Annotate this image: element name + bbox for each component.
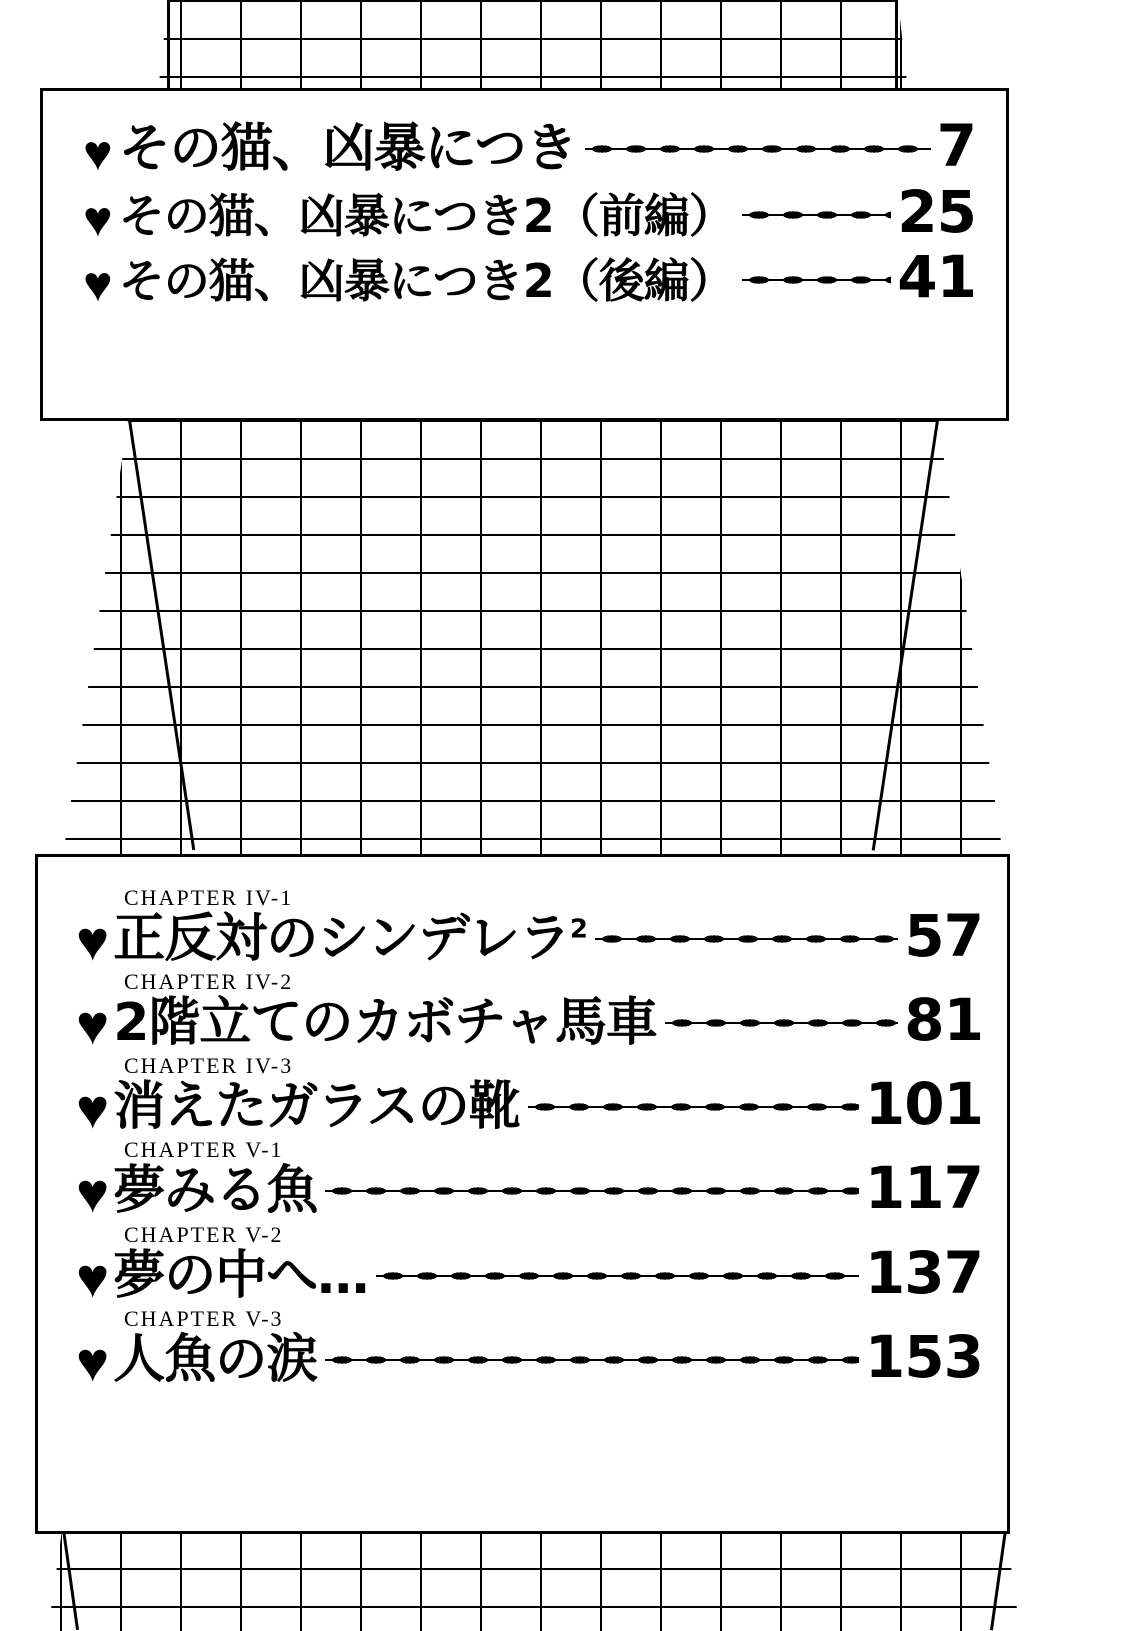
leader-dots <box>665 1016 898 1030</box>
toc-panel-bottom <box>35 854 1010 1534</box>
chapter-label: CHAPTER V-1 <box>124 1137 284 1163</box>
leader-dots <box>528 1100 859 1114</box>
heart-icon: ♥ <box>83 255 113 312</box>
toc-entry-title: その猫、凶暴につき2（後編） <box>118 253 734 308</box>
chapter-label: CHAPTER IV-2 <box>124 969 294 995</box>
toc-entry-title: 正反対のシンデレラ$^2$ <box>113 909 588 969</box>
chapter-label: CHAPTER V-2 <box>124 1221 284 1247</box>
toc-entry-page: 137 <box>864 1238 983 1307</box>
tower-edge-right-top <box>895 0 898 92</box>
toc-entry-page: 7 <box>936 112 976 180</box>
toc-entry-title: 人魚の涙 <box>113 1329 318 1390</box>
toc-entry-title: 夢の中へ… <box>113 1245 369 1306</box>
toc-panel-top <box>40 88 1009 421</box>
toc-entry[interactable] <box>83 112 976 181</box>
toc-entry[interactable] <box>76 1070 983 1141</box>
toc-group <box>76 885 983 972</box>
toc-entry-page: 25 <box>897 178 976 247</box>
toc-entry-title: 消えたガラスの靴 <box>113 1077 520 1138</box>
heart-icon: ♥ <box>76 1077 110 1141</box>
toc-entry-page: 57 <box>904 902 983 970</box>
leader-dots <box>325 1353 859 1367</box>
heart-icon: ♥ <box>76 993 110 1057</box>
heart-icon: ♥ <box>76 1329 110 1393</box>
leader-dots <box>742 208 892 222</box>
toc-entry-title: その猫、凶暴につき <box>118 119 577 179</box>
toc-entry-page: 81 <box>904 986 983 1055</box>
toc-entry[interactable] <box>83 242 976 312</box>
toc-entry-superscript: 2 <box>569 914 588 945</box>
chapter-label: CHAPTER V-3 <box>124 1305 284 1331</box>
heart-icon: ♥ <box>76 909 110 972</box>
tower-edge-left-top <box>167 0 170 92</box>
leader-dots <box>585 142 931 156</box>
toc-group <box>76 1221 983 1309</box>
brick-section-middle <box>0 420 1129 855</box>
toc-group <box>76 969 983 1057</box>
leader-dots <box>742 273 892 287</box>
toc-entry-page: 101 <box>864 1070 983 1139</box>
toc-entry-title: 2階立てのカボチャ馬車 <box>113 993 657 1054</box>
leader-dots <box>376 1269 859 1283</box>
toc-entry[interactable] <box>76 1238 983 1309</box>
toc-entry[interactable] <box>76 1154 983 1225</box>
toc-entry-title: 夢みる魚 <box>113 1161 318 1222</box>
chapter-label: CHAPTER IV-1 <box>124 885 294 910</box>
toc-entry-page: 117 <box>864 1154 983 1223</box>
toc-group <box>76 1137 983 1225</box>
toc-entry[interactable] <box>76 1322 983 1393</box>
toc-entry-title: その猫、凶暴につき2（前編） <box>118 189 734 244</box>
toc-entry[interactable] <box>76 986 983 1057</box>
toc-entry-page: 41 <box>897 242 976 311</box>
toc-entry[interactable] <box>76 902 983 972</box>
heart-icon: ♥ <box>83 191 113 248</box>
leader-dots <box>325 1184 859 1198</box>
toc-group <box>76 1305 983 1393</box>
leader-dots <box>595 932 898 946</box>
heart-icon: ♥ <box>76 1161 110 1225</box>
brick-section-bottom <box>0 1530 1129 1631</box>
toc-entry-page: 153 <box>864 1322 983 1391</box>
heart-icon: ♥ <box>76 1245 110 1309</box>
toc-entry[interactable] <box>83 178 976 248</box>
chapter-label: CHAPTER IV-3 <box>124 1053 294 1079</box>
toc-group <box>76 1053 983 1141</box>
heart-icon: ♥ <box>83 125 113 181</box>
